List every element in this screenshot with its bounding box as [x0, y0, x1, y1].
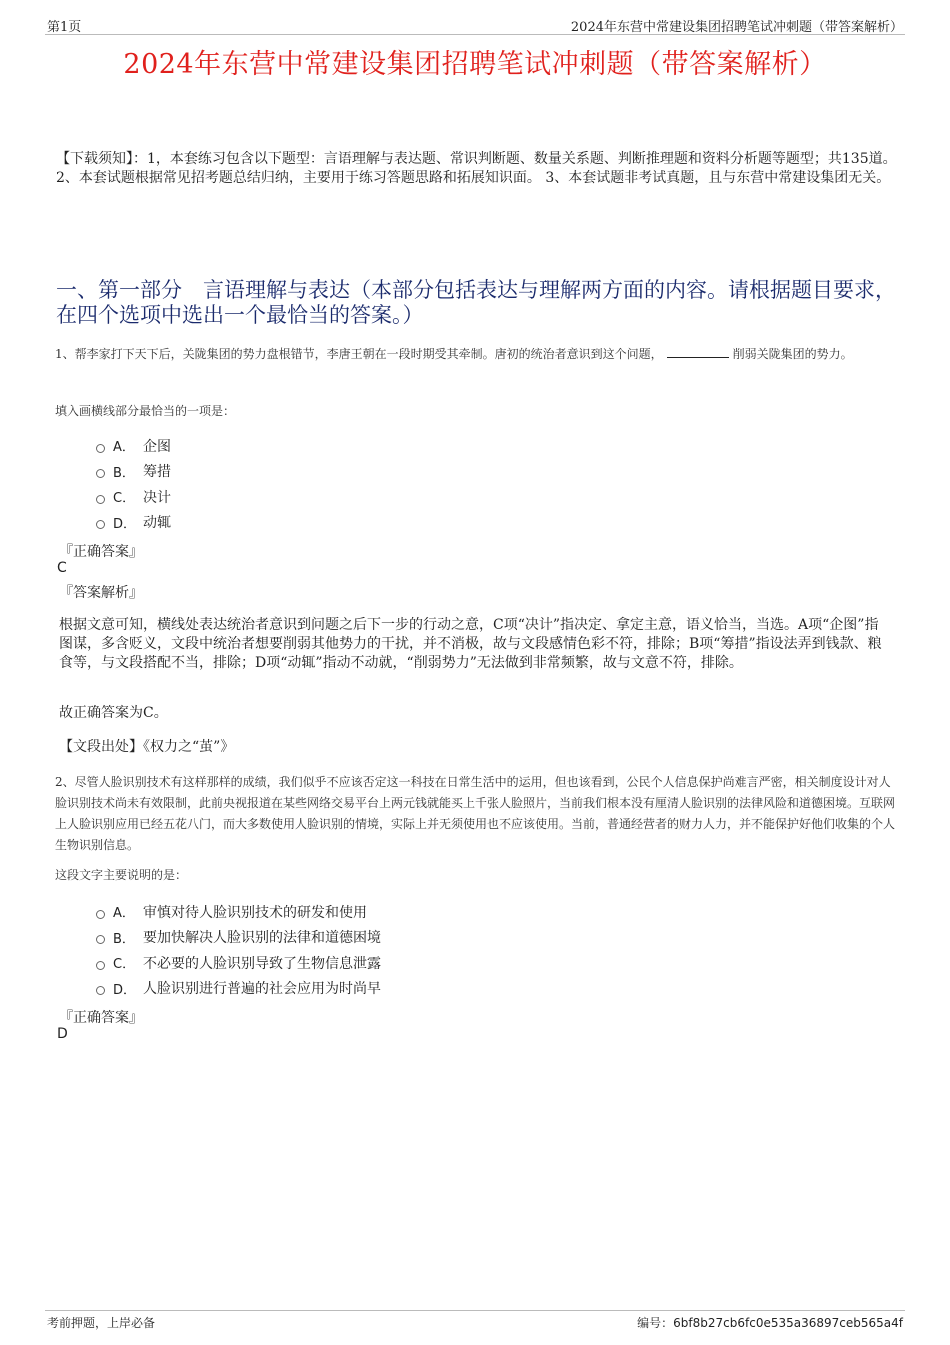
- footer-code-value: 6bf8b27cb6fc0e535a36897ceb565a4f: [673, 1316, 903, 1330]
- option-letter: C．: [113, 957, 136, 973]
- question-1-text-after: 削弱关陇集团的势力。: [732, 347, 853, 361]
- question-1-stem: 填入画横线部分最恰当的一项是：: [55, 404, 236, 418]
- answer-value: D: [57, 1026, 68, 1042]
- option-a[interactable]: [96, 899, 381, 925]
- option-d[interactable]: [96, 976, 381, 1002]
- option-c[interactable]: [96, 950, 381, 976]
- footer-code: [637, 1314, 903, 1331]
- option-text: 筹措: [143, 464, 171, 481]
- question-2-options: [96, 899, 381, 1001]
- radio-icon[interactable]: [96, 910, 105, 919]
- radio-icon[interactable]: [96, 935, 105, 944]
- question-1-options: [96, 433, 171, 535]
- question-2-stem: 这段文字主要说明的是：: [55, 868, 188, 882]
- analysis-label: 『答案解析』: [59, 585, 143, 601]
- option-a[interactable]: [96, 433, 171, 459]
- option-text: 企图: [143, 438, 171, 455]
- header-divider: [45, 34, 905, 35]
- download-notice: 【下载须知】：1，本套练习包含以下题型：言语理解与表达题、常识判断题、数量关系题、判断推理题和资料分析题等题型；共135道。 2、本套试题根据常见招考题总结归纳，主要用于练习答题思路和拓展知识面。 3、本套试题非考试真题，且与东营中常建设集团无关。: [56, 151, 897, 186]
- option-letter: C．: [113, 491, 136, 507]
- running-header-title: 2024年东营中常建设集团招聘笔试冲刺题（带答案解析）: [570, 20, 903, 35]
- option-text: 不必要的人脸识别导致了生物信息泄露: [143, 955, 381, 972]
- page-number: 第1页: [47, 20, 82, 35]
- option-text: 要加快解决人脸识别的法律和道德困境: [143, 930, 381, 947]
- answer-value: C: [57, 560, 67, 576]
- radio-icon[interactable]: [96, 444, 105, 453]
- radio-icon[interactable]: [96, 495, 105, 504]
- option-letter: D．: [113, 982, 137, 998]
- document-title: 2024年东营中常建设集团招聘笔试冲刺题（带答案解析）: [123, 49, 827, 80]
- option-letter: B．: [113, 465, 135, 481]
- passage-source: 【文段出处】《权力之“茧”》: [59, 739, 235, 755]
- answer-label: 『正确答案』: [59, 544, 143, 560]
- footer-divider: [45, 1310, 905, 1311]
- option-letter: D．: [113, 516, 137, 532]
- question-1-text: [55, 344, 900, 365]
- fill-blank: [667, 345, 729, 358]
- radio-icon[interactable]: [96, 520, 105, 529]
- answer-label: 『正确答案』: [59, 1010, 143, 1026]
- option-c[interactable]: [96, 484, 171, 510]
- option-letter: A．: [113, 906, 135, 922]
- option-letter: B．: [113, 931, 135, 947]
- option-d[interactable]: [96, 510, 171, 536]
- radio-icon[interactable]: [96, 986, 105, 995]
- footer-slogan: 考前押题，上岸必备: [47, 1316, 156, 1330]
- analysis-text: 根据文意可知，横线处表达统治者意识到问题之后下一步的行动之意，C项“决计”指决定、拿定主意，语义恰当，当选。A项“企图”指图谋，多含贬义，文段中统治者想要削弱其他势力的干扰，并不消极，故与文段感情色彩不符，排除；B项“筹措”指设法弄到钱款、粮食等，与文段搭配不当，排除；D项“动辄”指动不动就，“削弱势力”无法做到非常频繁，故与文意不符，排除。: [59, 617, 882, 671]
- footer-code-label: 编号：: [637, 1316, 674, 1330]
- question-1-text-before: 1、帮李家打下天下后，关陇集团的势力盘根错节，李唐王朝在一段时期受其牵制。唐初的统治者意识到这个问题，: [55, 347, 663, 361]
- option-b[interactable]: [96, 925, 381, 951]
- question-2-text: 2、尽管人脸识别技术有这样那样的成绩，我们似乎不应该否定这一科技在日常生活中的运用，但也该看到，公民个人信息保护尚难言严密，相关制度设计对人脸识别技术尚未有效限制，此前央视报道在某些网络交易平台上两元钱就能买上千张人脸照片，当前我们根本没有厘清人脸识别的法律风险和道德困境。互联网上人脸识别应用已经五花八门，而大多数使用人脸识别的情境，实际上并无须使用也不应该使用。当前，普通经营者的财力人力，并不能保护好他们收集的个人生物识别信息。: [55, 775, 896, 852]
- section-heading: 一、第一部分 言语理解与表达（本部分包括表达与理解两方面的内容。请根据题目要求，在四个选项中选出一个最恰当的答案。）: [56, 278, 896, 327]
- radio-icon[interactable]: [96, 961, 105, 970]
- option-text: 审慎对待人脸识别技术的研发和使用: [143, 904, 367, 921]
- analysis-conclusion: 故正确答案为C。: [59, 705, 168, 721]
- option-letter: A．: [113, 440, 135, 456]
- option-b[interactable]: [96, 459, 171, 485]
- option-text: 动辄: [143, 515, 171, 532]
- radio-icon[interactable]: [96, 469, 105, 478]
- option-text: 决计: [143, 489, 171, 506]
- option-text: 人脸识别进行普遍的社会应用为时尚早: [143, 981, 381, 998]
